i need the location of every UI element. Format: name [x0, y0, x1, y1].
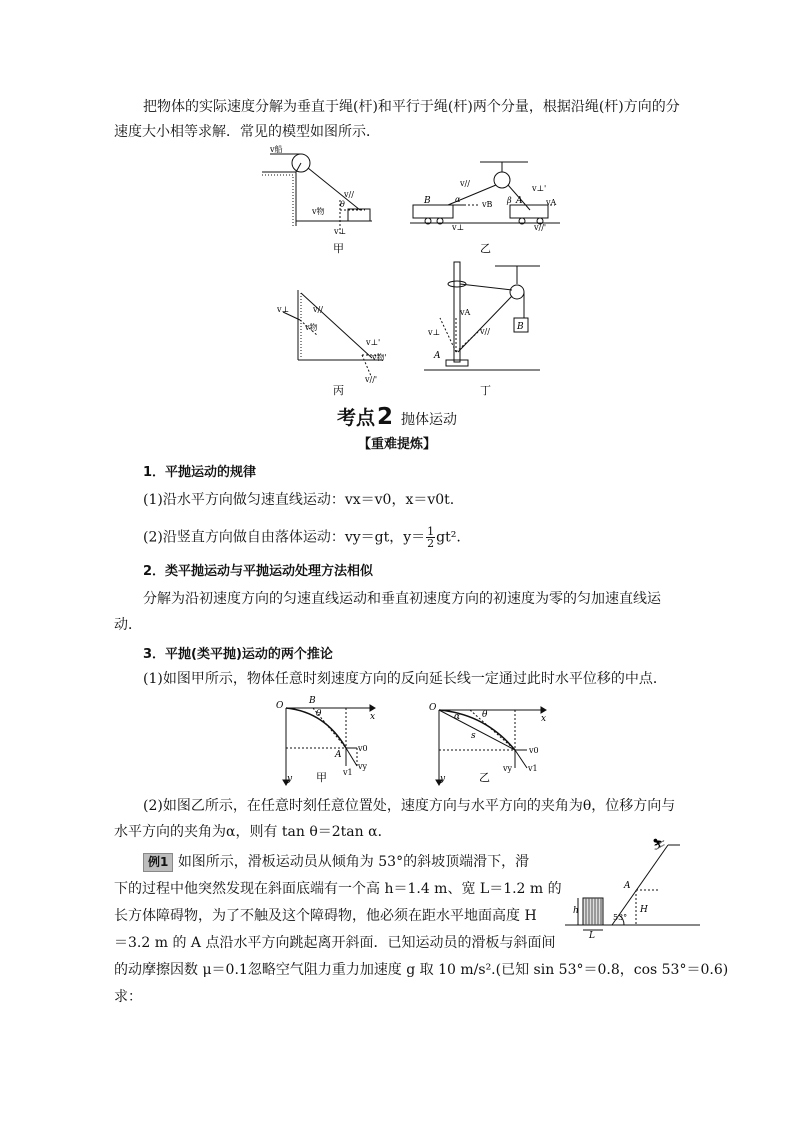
- mid-yi-v1: v1: [528, 764, 538, 773]
- mid-jia-v1: v1: [343, 768, 353, 777]
- example-line-6: 求：: [114, 989, 142, 1005]
- frac-den: 2: [427, 537, 435, 550]
- yi-label-B: B: [424, 196, 431, 206]
- section-kaodian: 考点: [336, 407, 375, 429]
- section-bracket: 【重难提炼】: [357, 437, 436, 452]
- frac-num: 1: [427, 525, 435, 538]
- mid-yi-s: s: [471, 731, 476, 741]
- mid-yi-v0: v0: [529, 746, 539, 755]
- yi-label-vpar2: v//': [534, 223, 547, 232]
- point-4: (1)如图甲所示，物体任意时刻速度方向的反向延长线一定通过此时水平位移的中点．: [143, 671, 667, 687]
- ex-label-L: L: [589, 931, 595, 941]
- ding-caption: 丁: [480, 384, 491, 397]
- point-5b: 水平方向的夹角为α，则有 tan θ＝2tan α．: [114, 824, 392, 840]
- intro-line-1: 把物体的实际速度分解为垂直于绳(杆)和平行于绳(杆)两个分量，根据沿绳(杆)方向的分: [143, 99, 680, 115]
- mid-jia-v0: v0: [358, 744, 368, 753]
- heading-1: 1．平抛运动的规律: [143, 465, 257, 480]
- yi-label-vA: vA: [546, 198, 557, 207]
- jia-label-vobj: v物: [312, 207, 325, 216]
- bing-caption: 丙: [333, 384, 344, 397]
- ex-skier-icon: ⛷: [652, 838, 666, 851]
- ding-label-B: B: [517, 322, 524, 332]
- bing-label-vobj2: v物': [372, 353, 387, 362]
- mid-yi-y: y: [440, 774, 446, 784]
- ex-label-h: h: [573, 906, 579, 916]
- yi-label-vperp: v⊥: [452, 223, 465, 232]
- mid-yi-caption: 乙: [479, 771, 490, 784]
- ex-label-A: A: [624, 881, 631, 891]
- jia-label-theta: θ: [340, 200, 345, 209]
- example-badge: 例1: [143, 853, 173, 872]
- bing-label-vpar2: v//': [365, 375, 378, 384]
- jia-label-vboat: v船: [270, 145, 283, 154]
- mid-yi-theta: θ: [482, 710, 488, 720]
- bing-label-vperp2: v⊥': [366, 338, 381, 347]
- ding-label-vpar: v//: [480, 327, 490, 336]
- mid-jia-theta: θ: [316, 709, 322, 719]
- example-line-3: 长方体障碍物，为了不触及这个障碍物，他必须在距水平地面高度 H: [114, 908, 537, 924]
- ding-label-vA: vA: [460, 308, 471, 317]
- jia-label-vpar: v//: [344, 190, 354, 199]
- yi-label-vperp2: v⊥': [532, 184, 547, 193]
- yi-caption: 乙: [480, 242, 491, 255]
- yi-label-beta: β: [507, 196, 512, 205]
- mid-yi-alpha: α: [454, 712, 461, 722]
- example-line-4: ＝3.2 m 的 A 点沿水平方向跳起离开斜面．已知运动员的滑板与斜面间: [114, 935, 556, 951]
- heading-3: 3．平抛(类平抛)运动的两个推论: [143, 647, 333, 662]
- section-subtitle: 抛体运动: [401, 412, 458, 428]
- point-5a: (2)如图乙所示，在任意时刻任意位置处，速度方向与水平方向的夹角为θ，位移方向与: [143, 798, 676, 814]
- mid-jia-vy: vy: [358, 762, 368, 771]
- jia-caption: 甲: [333, 242, 344, 255]
- yi-label-alpha: α: [455, 195, 461, 204]
- yi-label-A: A: [516, 196, 523, 206]
- mid-yi-O: O: [429, 703, 437, 713]
- section-number: 2: [377, 404, 394, 430]
- point-2-pre: (2)沿竖直方向做自由落体运动：vy＝gt，y＝: [143, 529, 426, 546]
- bing-label-vpar: v//: [313, 305, 323, 314]
- mid-yi-x: x: [541, 714, 547, 724]
- ex-label-angle: 53°: [613, 913, 628, 922]
- mid-jia-O: O: [276, 701, 284, 711]
- example-line-2: 下的过程中他突然发现在斜面底端有一个高 h＝1.4 m、宽 L＝1.2 m 的: [114, 881, 562, 897]
- mid-jia-caption: 甲: [316, 771, 327, 784]
- mid-jia-y: y: [287, 774, 293, 784]
- yi-label-vpar: v//: [460, 179, 470, 188]
- example-line-5: 的动摩擦因数 μ＝0.1忽略空气阻力重力加速度 g 取 10 m/s².(已知 sin 53°＝0.8，cos 53°＝0.6): [114, 962, 729, 978]
- intro-line-2: 速度大小相等求解．常见的模型如图所示．: [114, 124, 380, 140]
- yi-label-vB: vB: [482, 200, 493, 209]
- mid-jia-A: A: [335, 750, 342, 760]
- mid-yi-vy: vy: [503, 764, 513, 773]
- mid-jia-x: x: [370, 712, 376, 722]
- jia-label-vperp: v⊥: [334, 227, 347, 236]
- heading-2: 2．类平抛运动与平抛运动处理方法相似: [143, 564, 374, 579]
- ex-label-H: H: [640, 905, 648, 915]
- bing-label-vobj: v物: [305, 323, 318, 332]
- mid-jia-B: B: [309, 696, 316, 706]
- example-line-1-text: 如图所示，滑板运动员从倾角为 53°的斜坡顶端滑下，滑: [177, 854, 530, 870]
- ding-label-A: A: [434, 351, 441, 361]
- bing-label-vperp: v⊥: [277, 305, 290, 314]
- point-1: (1)沿水平方向做匀速直线运动：vx＝v0，x＝v0t.: [143, 492, 455, 508]
- point-3a: 分解为沿初速度方向的匀速直线运动和垂直初速度方向的初速度为零的匀加速直线运: [143, 591, 661, 607]
- point-2-post: gt².: [436, 529, 461, 546]
- ding-label-vperp: v⊥: [428, 328, 441, 337]
- point-3b: 动．: [114, 617, 142, 633]
